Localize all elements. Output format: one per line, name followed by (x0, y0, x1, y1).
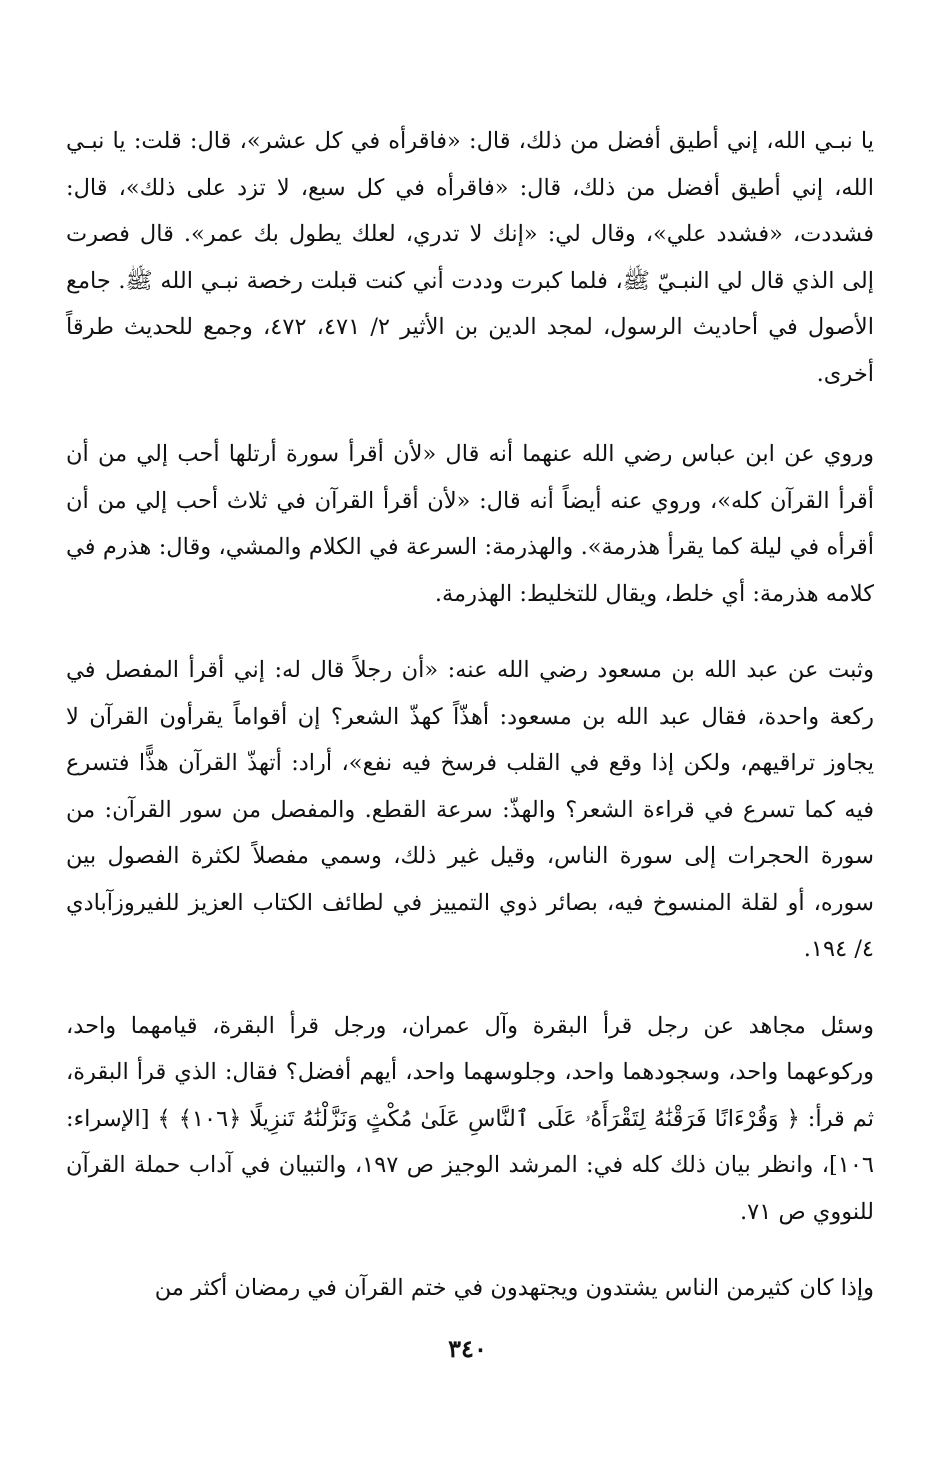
paragraph-3: وثبت عن عبد الله بن مسعود رضي الله عنه: «أن رجلاً قال له: إني أقرأ المفصل في ركعة واحدة، فقال عبد الله بن مسعود: أهذّاً كهذّ الشعر؟ إن أقواماً يقرأون القرآن لا يجاوز تراقيهم، ولكن إذا وقع في القلب فرسخ فيه نفع»، أراد: أتهذّ القرآن هذًّا فتسرع فيه كما تسرع في قراءة الشعر؟ والهذّ: سرعة القطع. والمفصل من سور القرآن: من سورة الحجرات إلى سورة الناس، وقيل غير ذلك، وسمي مفصلاً لكثرة الفصول بين سوره، أو لقلة المنسوخ فيه، بصائر ذوي التمييز في لطائف الكتاب العزيز للفيروزآبادي ٤/ ١٩٤. (66, 657, 874, 962)
paragraph-4: وسئل مجاهد عن رجل قرأ البقرة وآل عمران، ورجل قرأ البقرة، قيامهما واحد، وركوعهما واحد، وسجودهما واحد، وجلوسهما واحد، أيهم أفضل؟ فقال: الذي قرأ البقرة، ثم قرأ: ﴿ وَقُرْءَانًا فَرَقْنَٰهُ لِتَقْرَأَهُۥ عَلَى ٱلنَّاسِ عَلَىٰ مُكْثٍ وَنَزَّلْنَٰهُ تَنزِيلًا ﴿١٠٦﴾ ﴾ [الإسراء: ١٠٦]، وانظر بيان ذلك كله في: المرشد الوجيز ص ١٩٧، والتبيان في آداب حملة القرآن للنووي ص ٧١. (66, 1012, 874, 1225)
page-body (66, 118, 874, 1312)
paragraph-5: وإذا كان كثيرمن الناس يشتدون ويجتهدون في ختم القرآن في رمضان أكثر من (154, 1275, 874, 1301)
paragraph-2: وروي عن ابن عباس رضي الله عنهما أنه قال «لأن أقرأ سورة أرتلها أحب إلي من أن أقرأ القرآن كله»، وروي عنه أيضاً أنه قال: «لأن أقرأ القرآن في ثلاث أحب إلي من أن أقرأه في ليلة كما يقرأ هذرمة». والهذرمة: السرعة في الكلام والمشي، وقال: هذرم في كلامه هذرمة: أي خلط، ويقال للتخليط: الهذرمة. (66, 441, 874, 607)
paragraph-1: يا نبـي الله، إني أطيق أفضل من ذلك، قال: «فاقرأه في كل عشر»، قال: قلت: يا نبـي الله، إني أطيق أفضل من ذلك، قال: «فاقرأه في كل سبع، لا تزد على ذلك»، قال: فشددت، «فشدد علي»، وقال لي: «إنك لا تدري، لعلك يطول بك عمر». قال فصرت إلى الذي قال لي النبـيّ ﷺ، فلما كبرت وددت أني كنت قبلت رخصة نبـي الله ﷺ. جامع الأصول في أحاديث الرسول، لمجد الدين بن الأثير ٢/ ٤٧١، ٤٧٢، وجمع للحديث طرقاً أخرى. (66, 128, 875, 387)
page-number: ٣٤٠ (448, 1334, 487, 1363)
